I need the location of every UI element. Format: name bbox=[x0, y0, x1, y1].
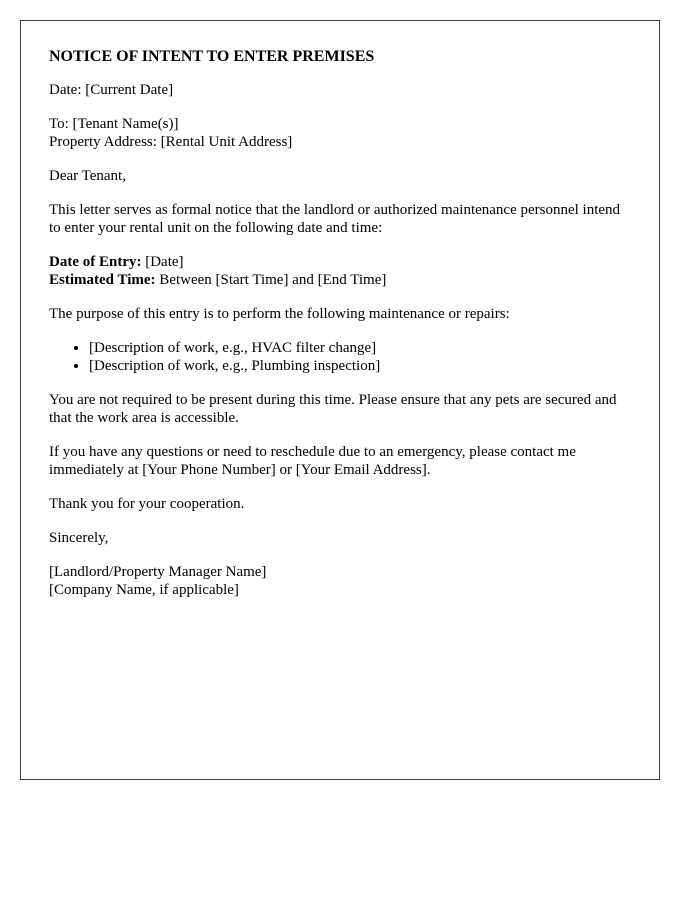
entry-date-label: Date of Entry: bbox=[49, 254, 142, 270]
salutation: Dear Tenant, bbox=[49, 168, 126, 184]
list-item: • [Description of work, e.g., Plumbing inspection] bbox=[89, 357, 631, 375]
closing: Sincerely, bbox=[49, 530, 109, 546]
intro-paragraph: This letter serves as formal notice that the landlord or authorized maintenance personnel intend to enter your rental unit on the following date and time: bbox=[49, 202, 621, 236]
property-address-line: Property Address: [Rental Unit Address] bbox=[49, 134, 293, 150]
signer-name: [Landlord/Property Manager Name] bbox=[49, 564, 267, 580]
presence-paragraph: You are not required to be present during this time. Please ensure that any pets are secured and that the work area is accessible. bbox=[49, 392, 617, 426]
entry-time-label: Estimated Time: bbox=[49, 272, 156, 288]
thanks-paragraph: Thank you for your cooperation. bbox=[49, 496, 245, 512]
letter-title: NOTICE OF INTENT TO ENTER PREMISES bbox=[49, 48, 375, 65]
entry-time-value: Between [Start Time] and [End Time] bbox=[155, 272, 387, 288]
list-item: • [Description of work, e.g., HVAC filter change] bbox=[89, 339, 631, 357]
entry-date-value: [Date] bbox=[141, 254, 184, 270]
recipient-line: To: [Tenant Name(s)] bbox=[49, 116, 179, 132]
date-line: Date: [Current Date] bbox=[49, 82, 174, 98]
recipient-block bbox=[49, 115, 631, 151]
purpose-paragraph: The purpose of this entry is to perform the following maintenance or repairs: bbox=[49, 306, 510, 322]
entry-time-line bbox=[49, 271, 631, 289]
work-list bbox=[49, 339, 631, 375]
signer-company: [Company Name, if applicable] bbox=[49, 582, 239, 598]
entry-details bbox=[49, 253, 631, 289]
signature-block bbox=[49, 563, 631, 599]
contact-paragraph: If you have any questions or need to reschedule due to an emergency, please contact me immediately at [Your Phone Number] or [Your Email Address]. bbox=[49, 444, 576, 478]
letter-page bbox=[20, 20, 660, 780]
entry-date-line bbox=[49, 253, 631, 271]
